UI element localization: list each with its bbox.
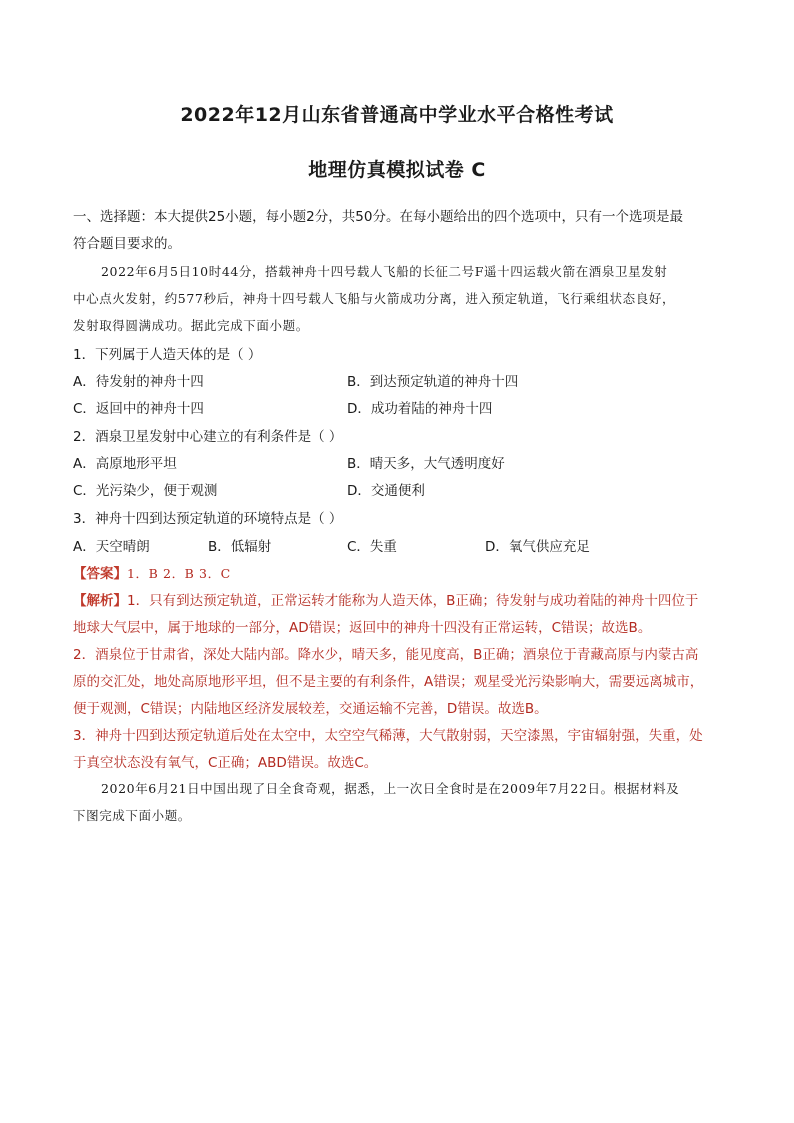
exam-title: 2022年12月山东省普通高中学业水平合格性考试 xyxy=(180,104,614,126)
analysis-label: 【解析】 xyxy=(73,593,127,609)
question-2-option-a: A．高原地形平坦 xyxy=(73,456,177,472)
analysis-line-7: 于真空状态没有氧气，C正确；ABD错误。故选C。 xyxy=(73,755,378,771)
question-2-option-d: D．交通便利 xyxy=(347,483,425,499)
question-1-option-b: B．到达预定轨道的神舟十四 xyxy=(347,374,519,390)
analysis-line-2: 地球大气层中，属于地球的一部分，AD错误；返回中的神舟十四没有正常运转，C错误；故选B。 xyxy=(73,620,652,636)
answer-values: 1．B 2．B 3．C xyxy=(127,566,231,581)
question-3-stem: 3．神舟十四到达预定轨道的环境特点是（ ） xyxy=(73,511,343,527)
analysis-line-3: 2．酒泉位于甘肃省，深处大陆内部。降水少，晴天多，能见度高，B正确；酒泉位于青藏高原与内蒙古高 xyxy=(73,647,699,663)
question-3-option-b: B．低辐射 xyxy=(208,539,272,555)
material-2-line-2: 下图完成下面小题。 xyxy=(73,808,191,823)
question-3-option-a: A．天空晴朗 xyxy=(73,539,150,555)
material-1-line-1: 2022年6月5日10时44分，搭载神舟十四号载人飞船的长征二号F遥十四运载火箭在酒泉卫星发射 xyxy=(101,264,668,279)
analysis-line-1 xyxy=(73,589,698,609)
analysis-text-1: 1．只有到达预定轨道，正常运转才能称为人造天体，B正确；待发射与成功着陆的神舟十四位于 xyxy=(127,593,699,609)
question-2-stem: 2．酒泉卫星发射中心建立的有利条件是（ ） xyxy=(73,429,343,445)
section-intro-line-2: 符合题目要求的。 xyxy=(73,236,181,252)
question-1-option-d: D．成功着陆的神舟十四 xyxy=(347,401,493,417)
question-2-option-b: B．晴天多，大气透明度好 xyxy=(347,456,505,472)
section-intro-line-1: 一、选择题：本大提供25小题，每小题2分，共50分。在每小题给出的四个选项中，只有一个选项是最 xyxy=(73,209,683,225)
answer-line xyxy=(73,562,231,582)
analysis-line-6: 3．神舟十四到达预定轨道后处在太空中，太空空气稀薄，大气散射弱，天空漆黑，宇宙辐射强，失重，处 xyxy=(73,728,703,744)
analysis-line-5: 便于观测，C错误；内陆地区经济发展较差，交通运输不完善，D错误。故选B。 xyxy=(73,701,548,717)
question-3-option-c: C．失重 xyxy=(347,539,397,555)
question-1-option-c: C．返回中的神舟十四 xyxy=(73,401,204,417)
material-1-line-2: 中心点火发射，约577秒后，神舟十四号载人飞船与火箭成功分离，进入预定轨道，飞行乘组状态良好， xyxy=(73,291,676,306)
question-1-stem: 1．下列属于人造天体的是（ ） xyxy=(73,347,262,363)
material-1-line-3: 发射取得圆满成功。据此完成下面小题。 xyxy=(73,318,309,333)
analysis-line-4: 原的交汇处，地处高原地形平坦，但不是主要的有利条件，A错误；观星受光污染影响大，需要远离城市， xyxy=(73,674,704,690)
question-3-option-d: D．氧气供应充足 xyxy=(485,539,590,555)
answer-label: 【答案】 xyxy=(73,566,127,582)
material-2-line-1: 2020年6月21日中国出现了日全食奇观，据悉，上一次日全食时是在2009年7月22日。根据材料及 xyxy=(101,781,680,796)
question-1-option-a: A．待发射的神舟十四 xyxy=(73,374,204,390)
question-2-option-c: C．光污染少，便于观测 xyxy=(73,483,218,499)
exam-subtitle: 地理仿真模拟试卷 C xyxy=(308,159,486,181)
